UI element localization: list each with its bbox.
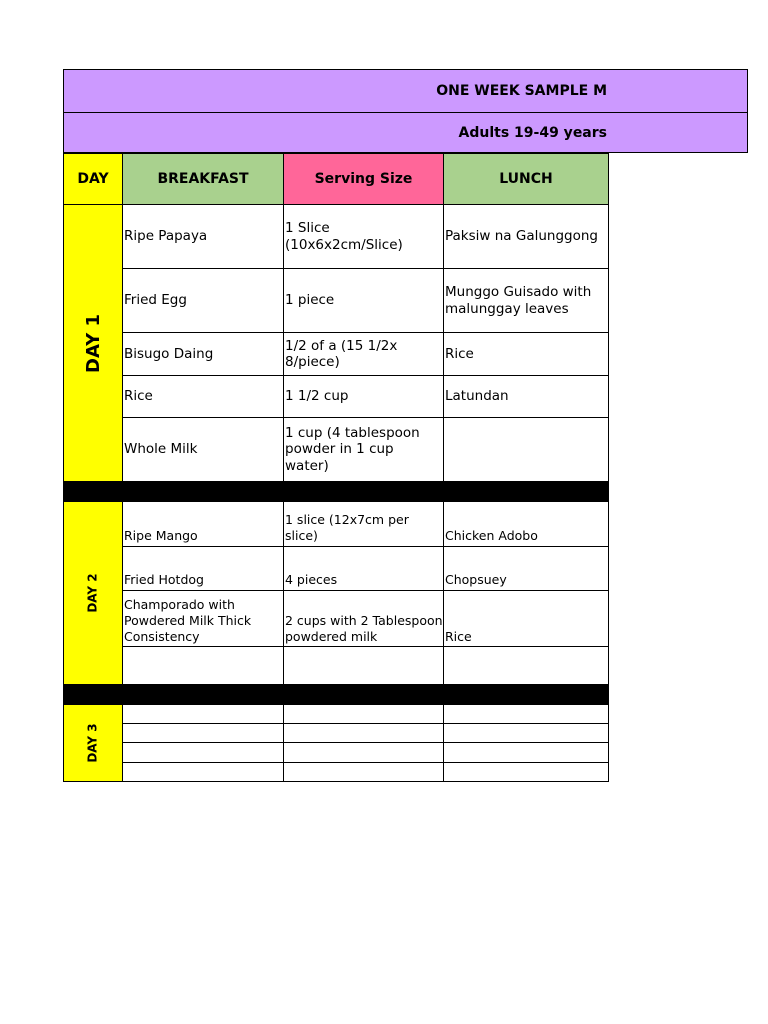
day-separator [63, 481, 609, 502]
day3-row2-serving [283, 723, 444, 743]
day2-row1-lunch: Chicken Adobo [443, 501, 609, 547]
day2-row4-breakfast [122, 646, 284, 685]
day2-row2-lunch: Chopsuey [443, 546, 609, 591]
day1-row4-lunch: Latundan [443, 375, 609, 418]
day-3-label: DAY 3 [63, 704, 123, 782]
day-2-label: DAY 2 [63, 501, 123, 685]
day1-row1-breakfast: Ripe Papaya [122, 204, 284, 269]
day-separator [63, 684, 609, 705]
day-1-label: DAY 1 [63, 204, 123, 482]
day3-row4-breakfast [122, 762, 284, 782]
day2-row3-lunch: Rice [443, 590, 609, 647]
day1-row3-breakfast: Bisugo Daing [122, 332, 284, 376]
day2-row4-lunch [443, 646, 609, 685]
day1-row2-breakfast: Fried Egg [122, 268, 284, 333]
day1-row4-breakfast: Rice [122, 375, 284, 418]
day2-row1-serving: 1 slice (12x7cm per slice) [283, 501, 444, 547]
header-day: DAY [63, 153, 123, 205]
subtitle-banner [63, 112, 748, 153]
page-subtitle: Adults 19-49 years [458, 124, 607, 141]
day3-row1-serving [283, 704, 444, 724]
day1-row3-lunch: Rice [443, 332, 609, 376]
day3-row4-serving [283, 762, 444, 782]
day1-row1-lunch: Paksiw na Galunggong [443, 204, 609, 269]
day3-row4-lunch [443, 762, 609, 782]
day1-row2-lunch: Munggo Guisado with malunggay leaves [443, 268, 609, 333]
day3-row3-lunch [443, 742, 609, 763]
header-serving-size: Serving Size [283, 153, 444, 205]
day3-row2-breakfast [122, 723, 284, 743]
day3-row1-breakfast [122, 704, 284, 724]
title-banner [63, 69, 748, 113]
day1-row5-breakfast: Whole Milk [122, 417, 284, 482]
header-breakfast: BREAKFAST [122, 153, 284, 205]
day2-row2-serving: 4 pieces [283, 546, 444, 591]
day3-row1-lunch [443, 704, 609, 724]
day3-row3-serving [283, 742, 444, 763]
day2-row3-breakfast: Champorado with Powdered Milk Thick Consistency [122, 590, 284, 647]
day1-row4-serving: 1 1/2 cup [283, 375, 444, 418]
day2-row1-breakfast: Ripe Mango [122, 501, 284, 547]
day1-row5-serving: 1 cup (4 tablespoon powder in 1 cup water) [283, 417, 444, 482]
day3-row2-lunch [443, 723, 609, 743]
header-lunch: LUNCH [443, 153, 609, 205]
day1-row3-serving: 1/2 of a (15 1/2x 8/piece) [283, 332, 444, 376]
day3-row3-breakfast [122, 742, 284, 763]
day1-row5-lunch [443, 417, 609, 482]
day2-row4-serving [283, 646, 444, 685]
day1-row1-serving: 1 Slice (10x6x2cm/Slice) [283, 204, 444, 269]
day1-row2-serving: 1 piece [283, 268, 444, 333]
page-title: ONE WEEK SAMPLE M [436, 83, 607, 99]
day2-row2-breakfast: Fried Hotdog [122, 546, 284, 591]
day2-row3-serving: 2 cups with 2 Tablespoon powdered milk [283, 590, 444, 647]
